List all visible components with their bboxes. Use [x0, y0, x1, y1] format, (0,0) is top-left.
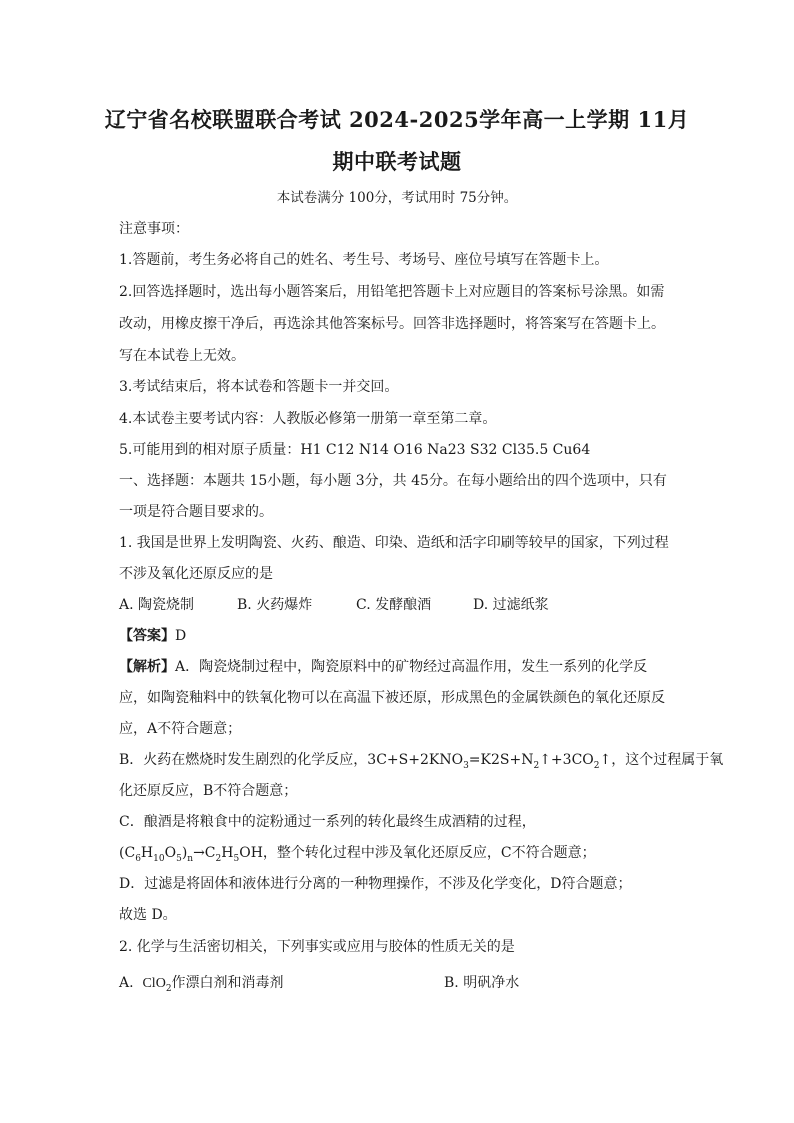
option-label: A. — [119, 975, 134, 991]
analysis-b-text: ↑，这个过程属于氧 — [599, 752, 724, 768]
analysis-b-text: ↑+3CO — [539, 752, 594, 768]
notice-item-2-cont-2: 写在本试卷上无效。 — [119, 348, 245, 364]
analysis-b-text: B．火药在燃烧时发生剧烈的化学反应，3C+S+2KNO — [119, 752, 464, 768]
subscript: 3 — [463, 760, 469, 771]
subscript: 2 — [165, 983, 172, 994]
notice-item-5: 5.可能用到的相对原子质量：H1 C12 N14 O16 Na23 S32 Cl35.5 Cu64 — [119, 442, 591, 458]
subscript: 6 — [135, 853, 141, 864]
analysis-label: 【解析】 — [119, 659, 175, 675]
analysis-b-line-1 — [119, 749, 723, 771]
question-1-option-c: C. 发酵酿酒 — [356, 597, 432, 613]
analysis-conclusion: 故选 D。 — [119, 907, 177, 923]
subscript: 2 — [215, 853, 222, 864]
exam-title-line-2: 期中联考试题 — [332, 149, 462, 174]
exam-subtitle: 本试卷满分 100分，考试用时 75分钟。 — [276, 190, 518, 206]
analysis-b-text: =K2S+N — [468, 752, 534, 768]
analysis-a-line-1 — [119, 656, 647, 676]
notice-item-2: 2.回答选择题时，选出每小题答案后，用铅笔把答题卡上对应题目的答案标号涂黑。如需 — [119, 284, 665, 300]
formula-text: ) — [181, 845, 188, 861]
section-1-heading-cont: 一项是符合题目要求的。 — [119, 504, 273, 520]
formula-text: H — [140, 845, 154, 861]
subscript: 5 — [176, 853, 182, 864]
notice-item-2-cont-1: 改动，用橡皮擦干净后，再选涂其他答案标号。回答非选择题时，将答案写在答题卡上。 — [119, 316, 665, 332]
formula-text: →C — [193, 845, 216, 861]
question-1-option-a: A. 陶瓷烧制 — [119, 597, 195, 613]
analysis-c-line-1: C．酿酒是将粮食中的淀粉通过一系列的转化最终生成酒精的过程， — [119, 814, 536, 830]
analysis-c-line-2 — [119, 842, 596, 864]
answer-label: 【答案】 — [119, 628, 175, 644]
question-2-stem: 2. 化学与生活密切相关，下列事实或应用与胶体的性质无关的是 — [119, 939, 515, 955]
subscript: 2 — [533, 760, 540, 771]
subscript: 2 — [593, 760, 600, 771]
formula-text: (C — [119, 845, 136, 861]
question-1-answer — [119, 625, 186, 645]
subscript: 5 — [233, 853, 240, 864]
formula-text: ClO — [142, 976, 166, 991]
formula-text: O — [164, 845, 177, 861]
analysis-d-line-1: D．过滤是将固体和液体进行分离的一种物理操作，不涉及化学变化，D符合题意； — [119, 876, 632, 892]
analysis-c-text: OH，整个转化过程中涉及氧化还原反应，C不符合题意； — [239, 845, 596, 861]
notice-item-4: 4.本试卷主要考试内容：人教版必修第一册第一章至第二章。 — [119, 411, 497, 427]
question-1-option-d: D. 过滤纸浆 — [473, 597, 549, 613]
question-1-stem: 1. 我国是世界上发明陶瓷、火药、酿造、印染、造纸和活字印刷等较早的国家，下列过程 — [119, 535, 669, 551]
analysis-a-line-2: 应，如陶瓷釉料中的铁氧化物可以在高温下被还原，形成黑色的金属铁颜色的氧化还原反 — [119, 690, 665, 706]
analysis-a-text: A．陶瓷烧制过程中，陶瓷原料中的矿物经过高温作用，发生一系列的化学反 — [175, 659, 648, 675]
section-1-heading: 一、选择题：本题共 15小题，每小题 3分，共 45分。在每小题给出的四个选项中，只有 — [119, 473, 667, 489]
notice-item-1: 1.答题前，考生务必将自己的姓名、考生号、考场号、座位号填写在答题卡上。 — [119, 252, 609, 268]
question-1-option-b: B. 火药爆炸 — [237, 597, 313, 613]
answer-value: D — [175, 628, 187, 644]
question-2-option-a — [119, 972, 284, 994]
notice-heading: 注意事项： — [119, 221, 189, 237]
analysis-a-line-3: 应，A不符合题意； — [119, 721, 242, 737]
exam-title-line-1: 辽宁省名校联盟联合考试 2024-2025学年高一上学期 11月 — [104, 107, 690, 132]
question-2-option-b: B. 明矾净水 — [444, 975, 520, 991]
option-text: 作漂白剂和消毒剂 — [171, 975, 284, 991]
subscript: 10 — [153, 853, 165, 864]
question-1-stem-cont: 不涉及氧化还原反应的是 — [119, 566, 273, 582]
analysis-b-line-2: 化还原反应，B不符合题意； — [119, 783, 298, 799]
notice-item-3: 3.考试结束后，将本试卷和答题卡一并交回。 — [119, 379, 399, 395]
subscript: n — [187, 853, 194, 864]
formula-text: H — [221, 845, 234, 861]
